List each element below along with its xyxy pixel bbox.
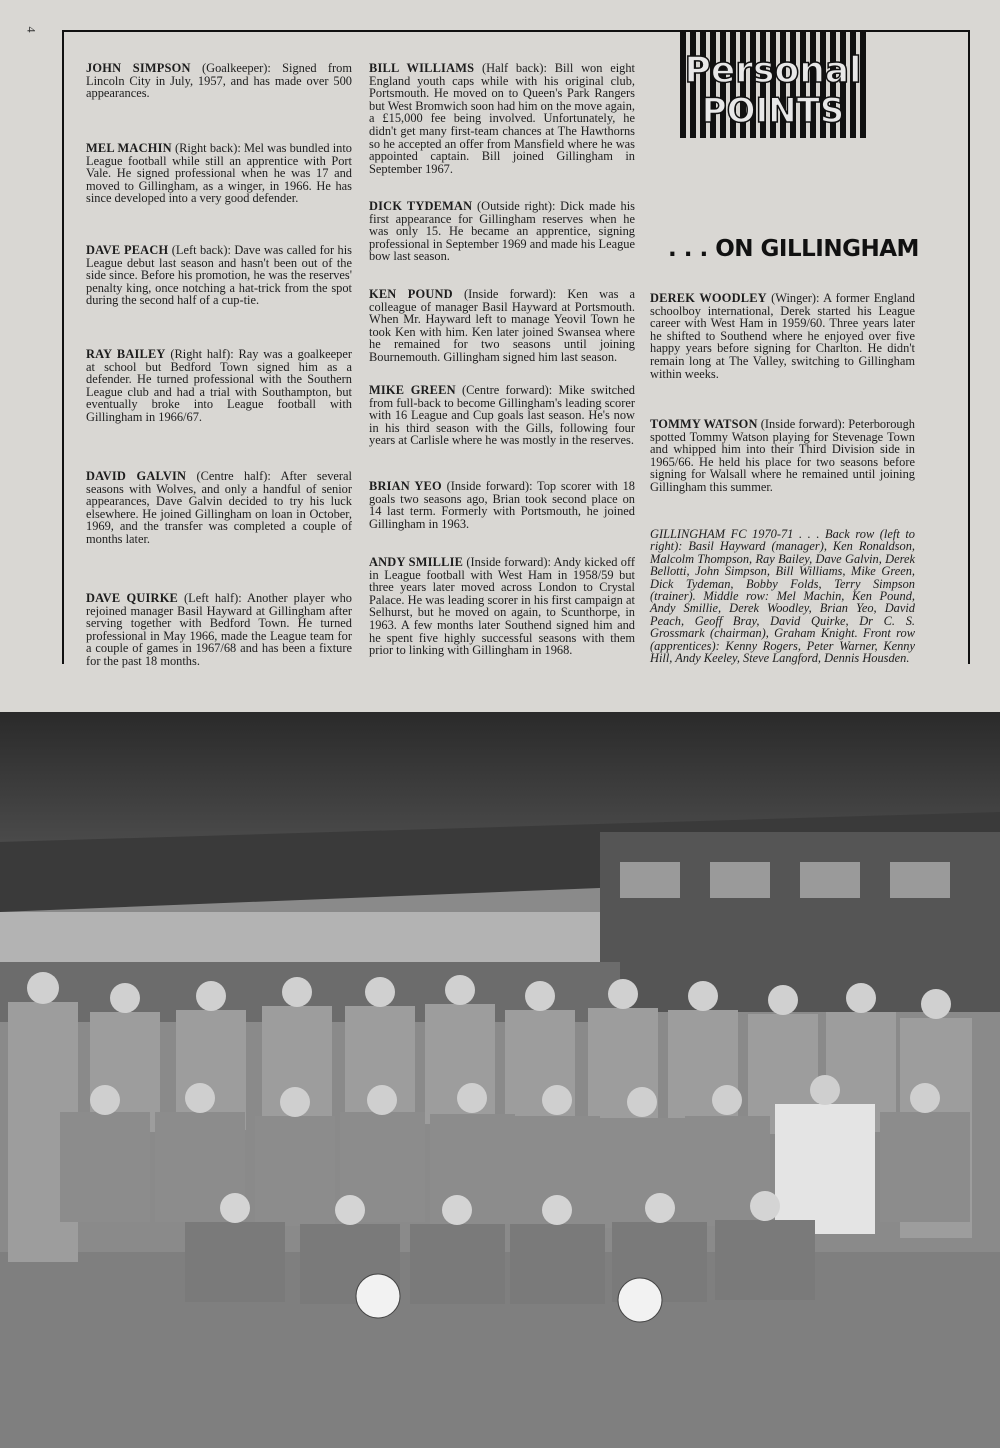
player-entry-mike-green: MIKE GREEN (Centre forward): Mike switched from full-back to become Gillingham's leading scorer with 16 League and Cup goals last season. He's now in his third season with the Gills, following four years at Carlisle where he was mostly in the reserves. [369,383,635,448]
player-entry-ken-pound: KEN POUND (Inside forward): Ken was a colleague of manager Basil Hayward at Portsmouth. When Mr. Hayward left to manage Yeovil Town he took Ken with him. Ken later joined Swansea where he remained for two seasons until joining Bournemouth. Gillingham signed him last season. [369,287,635,364]
player-entry-dick-tydeman: DICK TYDEMAN (Outside right): Dick made his first appearance for Gillingham reserves when he was only 15. He became an apprentice, signing professional in September 1969 and made his League bow last season. [369,199,635,264]
team-photograph [0,712,1000,1448]
player-entry-dave-quirke: DAVE QUIRKE (Left half): Another player who rejoined manager Basil Hayward at Gillingham after serving together with Bedford Town. He turned professional in May 1966, made the League team for a couple of games in 1967/68 and has been a fixture for the past 18 months. [86,591,352,668]
player-entry-mel-machin: MEL MACHIN (Right back): Mel was bundled into League football while still an apprentice with Port Vale. He signed professional when he was 17 and moved to Gillingham, as a winger, in 1966. He has since developed into a very good defender. [86,141,352,206]
photo-caption: GILLINGHAM FC 1970-71 . . . Back row (left to right): Basil Hayward (manager), Ken Ronaldson, Malcolm Thompson, Ray Bailey, Dave Galvin, Derek Bellotti, John Simpson, Bill Williams, Mike Green, Dick Tydeman, Bobby Folds, Terry Simpson (trainer). Middle row: Mel Machin, Ken Pound, Andy Smillie, Derek Woodley, Brian Yeo, David Peach, Geoff Bray, David Quirke, Dr C. S. Grossmark (chairman), Graham Knight. Front row (apprentices): Kenny Rogers, Peter Warner, Kenny Hill, Andy Keeley, Steve Langford, Dennis Housden. [650,527,915,666]
personal-points-logo [680,32,866,138]
player-entry-andy-smillie: ANDY SMILLIE (Inside forward): Andy kicked off in League football with West Ham in 1958/59 but three years later moved across London to Crystal Palace. He was leading scorer in his first campaign at Selhurst, but he moved on again, to Scunthorpe, in 1963. A few months later Southend signed him and he spent five highly successful seasons with them prior to linking with Gillingham in 1968. [369,555,635,658]
section-subheading: . . . ON GILLINGHAM [668,236,919,262]
player-entry-ray-bailey: RAY BAILEY (Right half): Ray was a goalkeeper at school but Bedford Town signed him as a defender. He turned professional with the Southern League club and had a trial with Southampton, but eventually broke into League football with Gillingham in 1966/67. [86,347,352,424]
logo-line-1: Personal [684,50,862,91]
player-entry-david-galvin: DAVID GALVIN (Centre half): After several seasons with Wolves, and only a handful of senior appearances, Dave Galvin decided to try his luck elsewhere. He joined Gillingham on loan in October, 1969, and the transfer was completed a couple of months later. [86,469,352,546]
player-entry-tommy-watson: TOMMY WATSON (Inside forward): Peterborough spotted Tommy Watson playing for Stevenage Town and whipped him into their Third Division side in 1965/66. He held his place for two seasons before signing for Walsall where he remained until joining Gillingham this summer. [650,417,915,494]
player-entry-derek-woodley: DEREK WOODLEY (Winger): A former England schoolboy international, Derek started his League career with West Ham in 1959/60. Three years later he shifted to Southend where he enjoyed over five happy years before signing for Charlton. He didn't remain long at The Valley, switching to Gillingham within weeks. [650,291,915,381]
page-number: 4 [24,26,39,33]
player-entry-dave-peach: DAVE PEACH (Left back): Dave was called for his League debut last season and hasn't been out of the side since. Before his promotion, he was the reserves' penalty king, once notching a hat-trick from the spot during the second half of a cup-tie. [86,243,352,308]
logo-line-2: POINTS [701,91,845,131]
player-entry-john-simpson: JOHN SIMPSON (Goalkeeper): Signed from Lincoln City in July, 1957, and has made over 500 appearances. [86,61,353,101]
player-entry-brian-yeo: BRIAN YEO (Inside forward): Top scorer with 18 goals two seasons ago, Brian took second place on 14 last term. Formerly with Portsmouth, he joined Gillingham in 1963. [369,479,635,531]
player-entry-bill-williams: BILL WILLIAMS (Half back): Bill won eight England youth caps while with his original club, Portsmouth. He moved on to Queen's Park Rangers but West Bromwich soon had him on the move again, a £15,000 fee being involved. Unfortunately, he didn't get many first-team chances at The Hawthorns so he accepted an offer from Mansfield where he was appointed captain. Bill joined Gillingham in September 1967. [369,61,635,176]
